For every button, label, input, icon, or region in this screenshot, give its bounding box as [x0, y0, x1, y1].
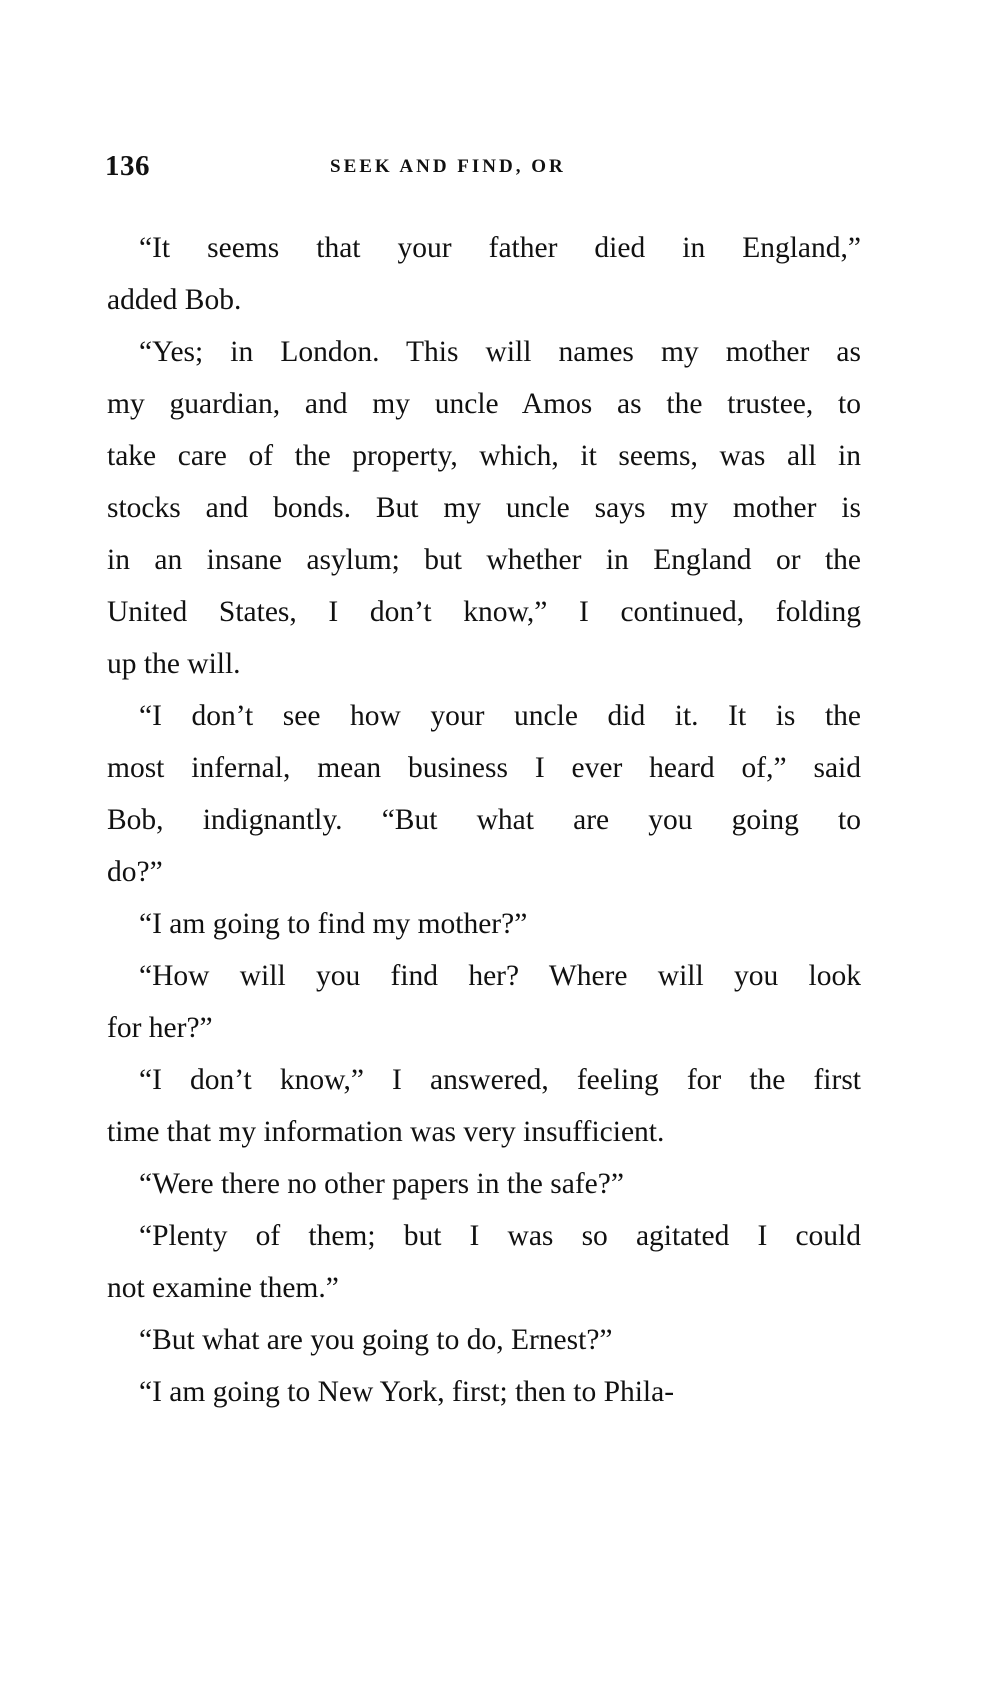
text-line: “I don’t see how your uncle did it. It is the	[139, 700, 861, 732]
text-line: in an insane asylum; but whether in England or the	[107, 544, 861, 576]
text-line: “Yes; in London. This will names my mother as	[139, 336, 861, 368]
text-line: for her?”	[107, 1012, 213, 1044]
text-line: “Were there no other papers in the safe?”	[139, 1168, 624, 1200]
text-line: “I don’t know,” I answered, feeling for the first	[139, 1064, 861, 1096]
text-line: most infernal, mean business I ever heard of,” said	[107, 752, 861, 784]
text-line: take care of the property, which, it seems, was all in	[107, 440, 861, 472]
text-line: up the will.	[107, 648, 241, 680]
page-header	[105, 150, 865, 190]
body-text	[107, 222, 861, 1418]
text-line: “How will you find her? Where will you look	[139, 960, 861, 992]
text-line: Bob, indignantly. “But what are you going to	[107, 804, 861, 836]
text-line: “I am going to New York, first; then to Phila-	[139, 1376, 675, 1408]
text-line: do?”	[107, 856, 163, 888]
text-line: United States, I don’t know,” I continued, folding	[107, 596, 861, 628]
page-number: 136	[105, 150, 150, 182]
text-line: my guardian, and my uncle Amos as the trustee, to	[107, 388, 861, 420]
text-line: “Plenty of them; but I was so agitated I could	[139, 1220, 861, 1252]
text-line: “I am going to find my mother?”	[139, 908, 528, 940]
text-line: stocks and bonds. But my uncle says my mother is	[107, 492, 861, 524]
text-line: “But what are you going to do, Ernest?”	[139, 1324, 613, 1356]
running-title: SEEK AND FIND, OR	[330, 156, 566, 177]
text-line: time that my information was very insufficient.	[107, 1116, 665, 1148]
text-line: not examine them.”	[107, 1272, 339, 1304]
text-line: added Bob.	[107, 284, 242, 316]
text-line: “It seems that your father died in England,”	[139, 232, 861, 264]
